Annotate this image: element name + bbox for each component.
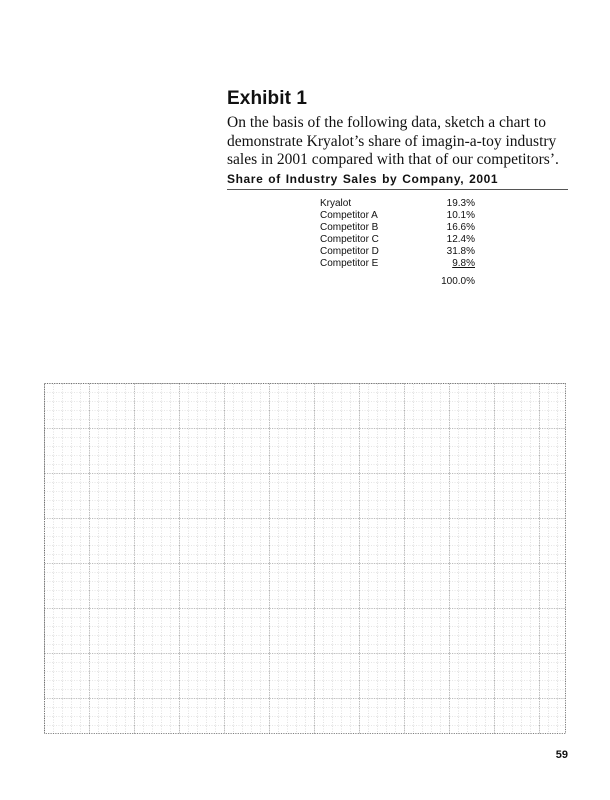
table-row [320, 258, 475, 270]
share-value: 12.4% [446, 234, 475, 245]
company-name: Kryalot [320, 198, 352, 209]
company-name: Competitor A [320, 210, 378, 221]
company-name: Competitor C [320, 234, 379, 245]
page-number: 59 [555, 749, 568, 761]
share-value: 9.8% [452, 258, 475, 269]
table-row [320, 246, 475, 258]
company-name: Competitor B [320, 222, 379, 233]
company-name: Competitor D [320, 246, 379, 257]
table-row [320, 222, 475, 234]
exhibit-title: Exhibit 1 [227, 88, 308, 109]
sketch-grid [44, 383, 566, 734]
share-value: 19.3% [446, 198, 475, 209]
table-row [320, 210, 475, 222]
sketch-grid-svg [44, 383, 566, 734]
table-title: Share of Industry Sales by Company, 2001 [227, 172, 499, 186]
share-value: 16.6% [446, 222, 475, 233]
table-title-rule [227, 189, 568, 190]
table-row [320, 198, 475, 210]
share-table [320, 198, 475, 270]
share-value: 10.1% [446, 210, 475, 221]
exhibit-instruction: On the basis of the following data, sketch a chart to demonstrate Kryalot’s share of imagin-a-toy industry sales in 2001 compared with that of our competitors’. [227, 114, 559, 168]
grid-pattern [44, 383, 566, 734]
share-value: 31.8% [446, 246, 475, 257]
company-name: Competitor E [320, 258, 379, 269]
share-total: 100.0% [441, 276, 475, 287]
table-row [320, 234, 475, 246]
